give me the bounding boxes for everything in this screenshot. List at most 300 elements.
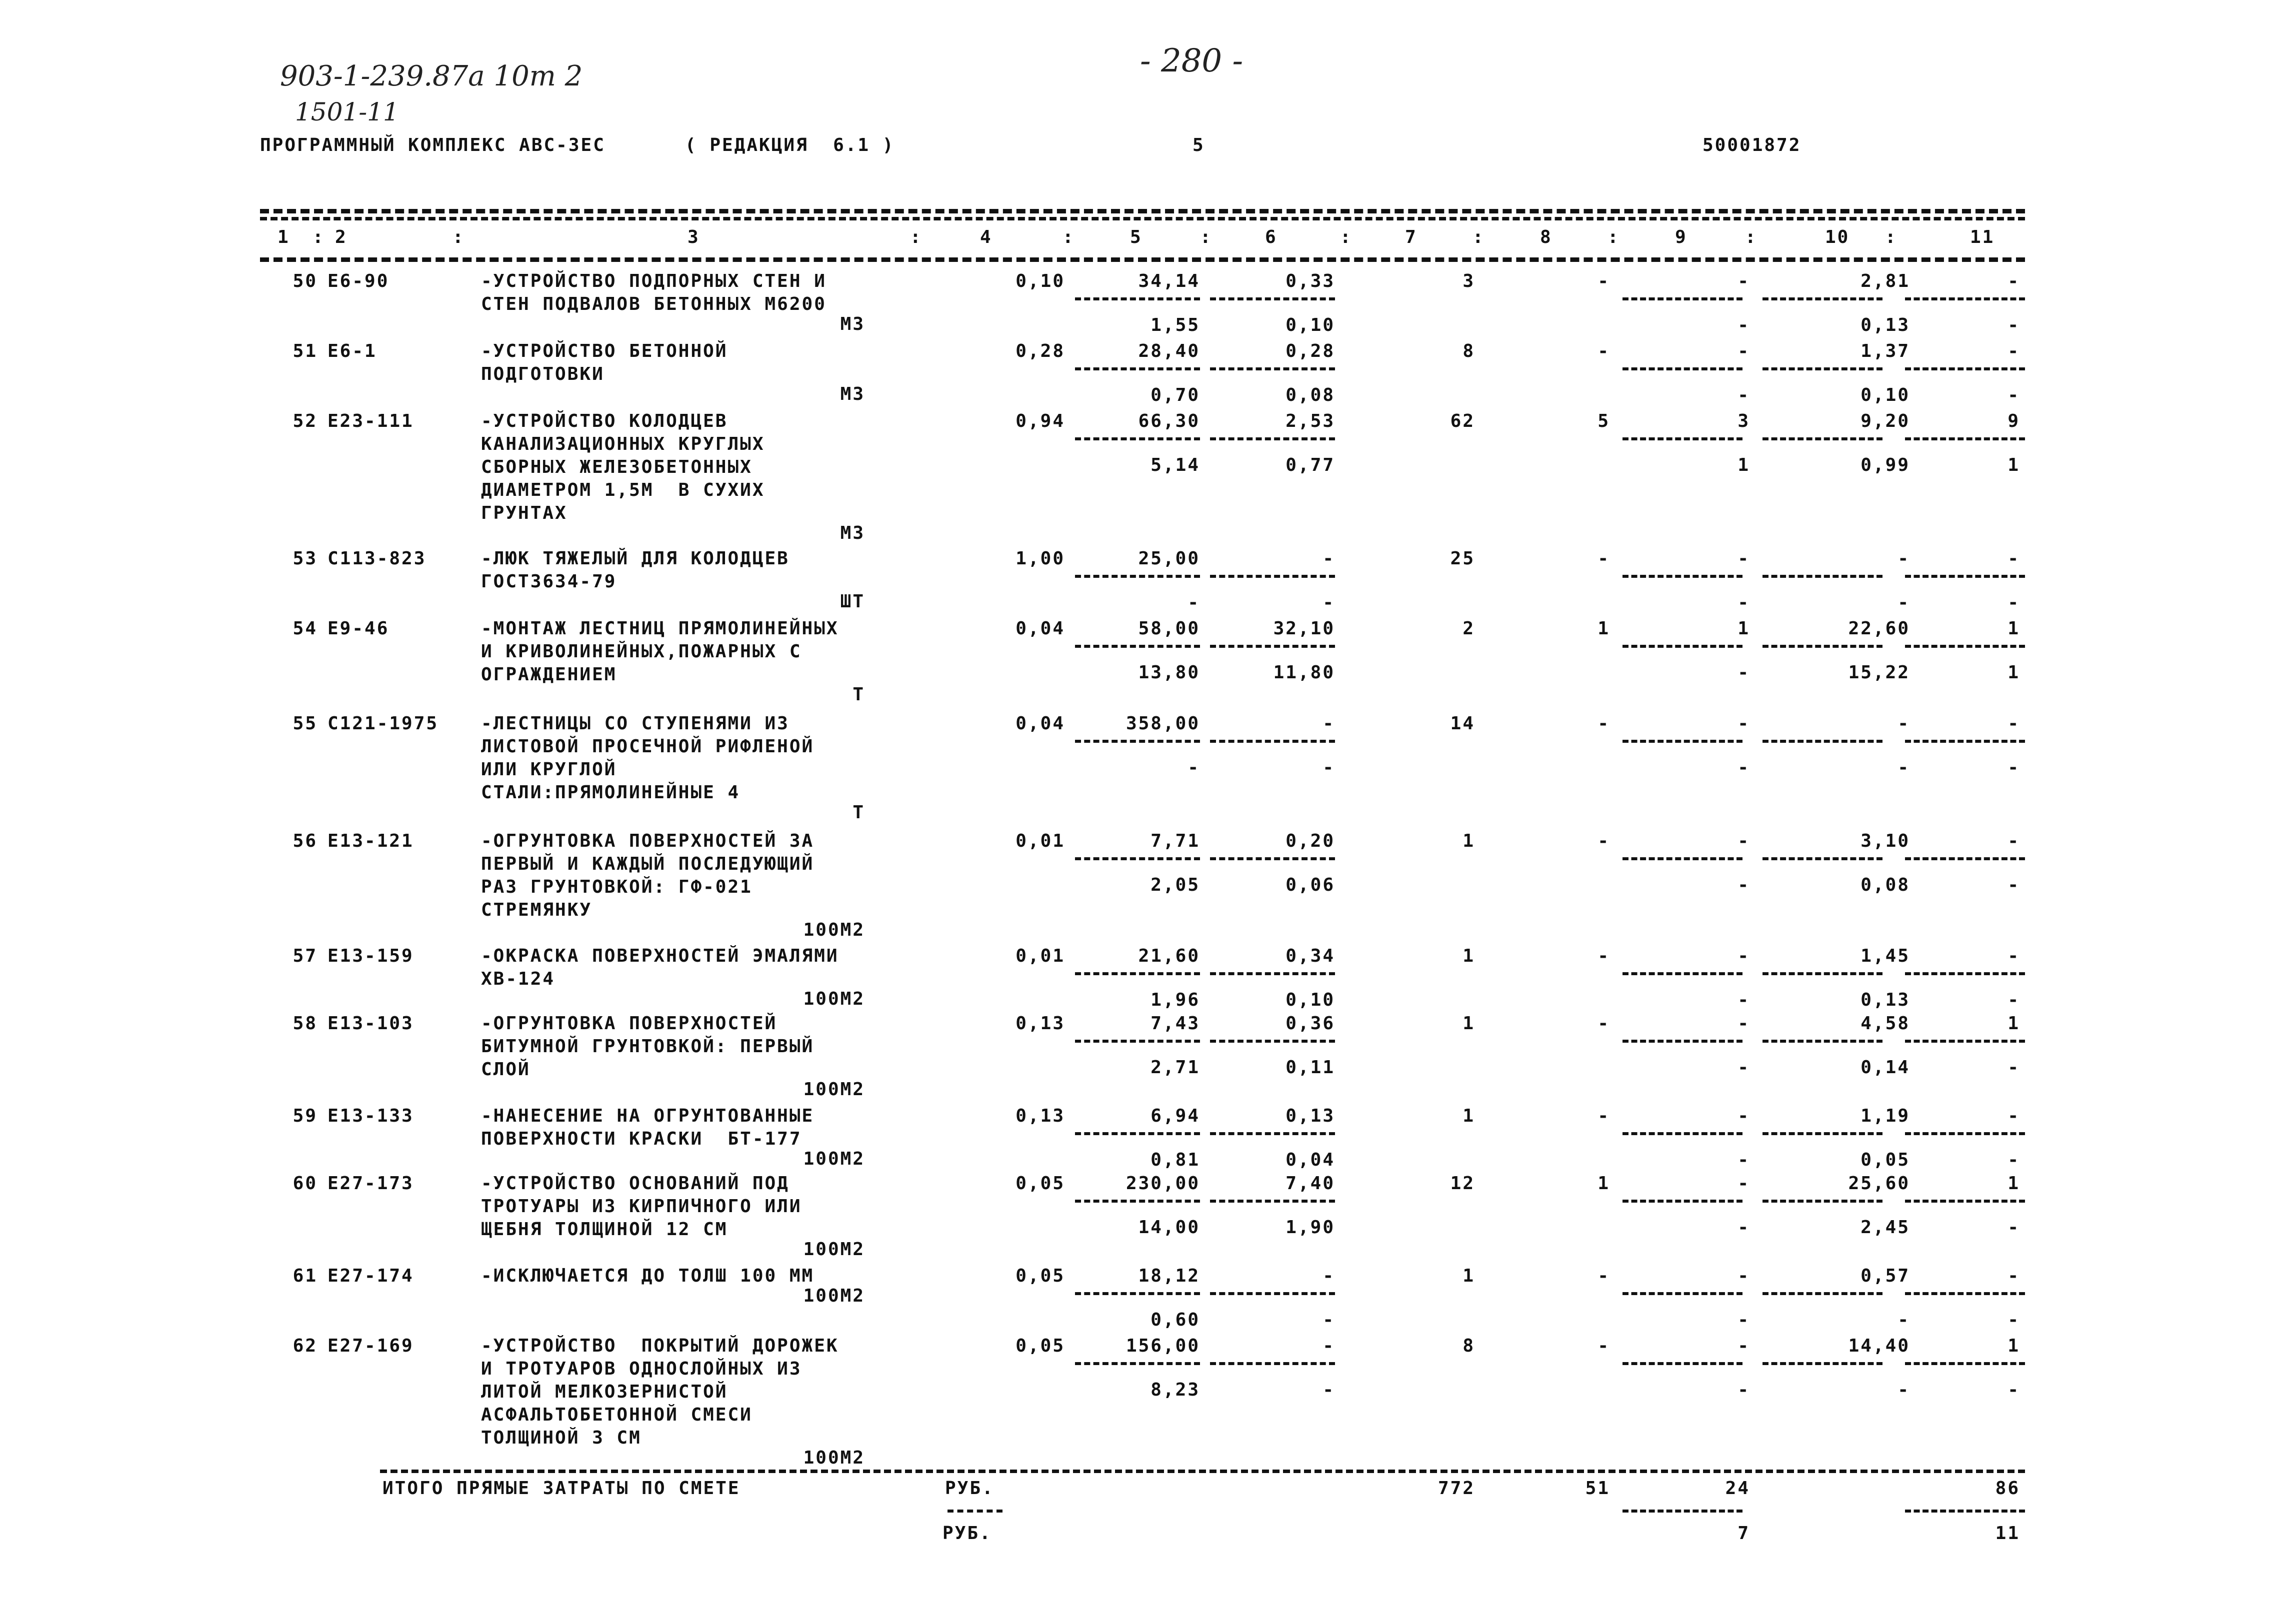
row-c9-divider [1622, 297, 1742, 300]
row-c6-top: 7,40 [1286, 1173, 1335, 1194]
row-c10-bottom: - [1898, 592, 1910, 613]
row-c6-bottom: 0,06 [1286, 875, 1335, 895]
column-separator: : [910, 227, 922, 247]
row-c10-divider [1762, 1040, 1882, 1043]
row-col7: 1 [1462, 831, 1475, 851]
sheet-number: 5 [1192, 135, 1205, 155]
row-c5-top: 25,00 [1138, 548, 1200, 569]
row-description-line: ПОВЕРХНОСТИ КРАСКИ БТ-177 [481, 1129, 802, 1149]
row-c10-divider [1762, 297, 1882, 300]
row-c11-bottom: - [2008, 1217, 2020, 1238]
row-c10-bottom: 0,13 [1860, 315, 1910, 335]
row-c6-bottom: 11,80 [1273, 662, 1335, 683]
row-c10-divider [1762, 1362, 1882, 1365]
row-c5-top: 34,14 [1138, 271, 1200, 291]
column-separator: : [1200, 227, 1212, 247]
row-c11-bottom: - [2008, 1380, 2020, 1400]
row-description-line: БИТУМНОЙ ГРУНТОВКОЙ: ПЕРВЫЙ [481, 1036, 814, 1057]
row-c6-bottom: - [1322, 757, 1335, 778]
row-c10-top: 25,60 [1848, 1173, 1910, 1194]
row-c10-top: 0,57 [1860, 1266, 1910, 1286]
row-description-line: -МОНТАЖ ЛЕСТНИЦ ПРЯМОЛИНЕЙНЫХ [481, 618, 839, 639]
row-c9-bottom: - [1738, 1217, 1750, 1238]
row-description-line: ПОДГОТОВКИ [481, 364, 604, 384]
row-c5-divider [1075, 367, 1200, 370]
column-header-7: 7 [1405, 227, 1418, 247]
column-separator: : [1062, 227, 1075, 247]
row-c10-top: 1,45 [1860, 946, 1910, 966]
row-col4: 0,10 [1016, 271, 1065, 291]
row-description-line: -ОКРАСКА ПОВЕРХНОСТЕЙ ЭМАЛЯМИ [481, 946, 839, 966]
row-description-line: РАЗ ГРУНТОВКОЙ: ГФ-021 [481, 877, 752, 897]
row-c9-divider [1622, 645, 1742, 648]
row-c5-divider [1075, 1132, 1200, 1135]
row-col4: 0,01 [1016, 831, 1065, 851]
row-c5-bottom: 0,60 [1150, 1310, 1200, 1330]
row-col7: 8 [1462, 1336, 1475, 1356]
row-c10-divider [1762, 972, 1882, 975]
row-description-line: ИЛИ КРУГЛОЙ [481, 759, 617, 780]
row-col8: 5 [1598, 411, 1610, 431]
row-unit: 100М2 [803, 1286, 865, 1306]
row-c11-top: - [2008, 1106, 2020, 1126]
row-description-line: ОГРАЖДЕНИЕМ [481, 664, 617, 685]
total-col11-dash [1905, 1510, 2025, 1513]
row-c10-top: 2,81 [1860, 271, 1910, 291]
row-c6-divider [1210, 1292, 1335, 1295]
row-c9-top: - [1738, 1013, 1750, 1034]
row-col7: 3 [1462, 271, 1475, 291]
row-code: С113-823 [328, 548, 426, 569]
row-col4: 0,01 [1016, 946, 1065, 966]
column-separator: : [1340, 227, 1352, 247]
row-col4: 0,13 [1016, 1106, 1065, 1126]
row-c11-bottom: - [2008, 757, 2020, 778]
row-col4: 0,04 [1016, 713, 1065, 734]
row-number: 54 [292, 618, 318, 639]
row-c11-bottom: - [2008, 1150, 2020, 1170]
row-c6-divider [1210, 857, 1335, 860]
row-c6-divider [1210, 645, 1335, 648]
total-unit-1: РУБ. [945, 1478, 994, 1499]
row-number: 62 [292, 1336, 318, 1356]
row-c10-top: - [1898, 548, 1910, 569]
row-c11-bottom: - [2008, 1057, 2020, 1078]
row-c6-bottom: 1,90 [1286, 1217, 1335, 1238]
row-c6-top: 0,34 [1286, 946, 1335, 966]
row-col8: - [1598, 831, 1610, 851]
row-c9-top: - [1738, 831, 1750, 851]
row-c9-divider [1622, 740, 1742, 743]
row-unit: 100М2 [803, 1448, 865, 1468]
row-description-line: ДИАМЕТРОМ 1,5М В СУХИХ [481, 480, 765, 500]
row-col7: 14 [1450, 713, 1475, 734]
row-c9-bottom: - [1738, 1380, 1750, 1400]
row-c6-bottom: 0,08 [1286, 385, 1335, 405]
row-c11-divider [1905, 1362, 2025, 1365]
row-c11-top: - [2008, 271, 2020, 291]
program-title: ПРОГРАММНЫЙ КОМПЛЕКС АВС-ЗЕС [260, 135, 606, 155]
column-header-6: 6 [1265, 227, 1278, 247]
row-c5-top: 21,60 [1138, 946, 1200, 966]
row-number: 58 [292, 1013, 318, 1034]
row-c9-bottom: - [1738, 385, 1750, 405]
row-col4: 0,94 [1016, 411, 1065, 431]
row-description-line: -ОГРУНТОВКА ПОВЕРХНОСТЕЙ [481, 1013, 778, 1034]
row-c11-divider [1905, 367, 2025, 370]
row-c10-divider [1762, 1200, 1882, 1203]
row-col7: 1 [1462, 1106, 1475, 1126]
row-c5-bottom: - [1188, 592, 1200, 613]
row-c6-divider [1210, 1040, 1335, 1043]
row-c5-bottom: 8,23 [1150, 1380, 1200, 1400]
row-c9-divider [1622, 1132, 1742, 1135]
row-description-line: ТРОТУАРЫ ИЗ КИРПИЧНОГО ИЛИ [481, 1196, 802, 1217]
row-col7: 1 [1462, 1013, 1475, 1034]
total-col9-dash [1622, 1510, 1742, 1513]
row-c10-top: 4,58 [1860, 1013, 1910, 1034]
row-c9-top: - [1738, 1106, 1750, 1126]
row-c9-bottom: - [1738, 315, 1750, 335]
row-c5-bottom: 0,81 [1150, 1150, 1200, 1170]
row-c6-divider [1210, 575, 1335, 578]
row-c11-top: 1 [2008, 1173, 2020, 1194]
row-description-line: -УСТРОЙСТВО КОЛОДЦЕВ [481, 411, 728, 431]
row-description-line: -НАНЕСЕНИЕ НА ОГРУНТОВАННЫЕ [481, 1106, 814, 1126]
row-c9-divider [1622, 437, 1742, 440]
row-c10-bottom: 15,22 [1848, 662, 1910, 683]
row-c10-divider [1762, 857, 1882, 860]
row-col8: 1 [1598, 1173, 1610, 1194]
handwritten-subcode: 1501-11 [295, 97, 399, 126]
row-c11-divider [1905, 437, 2025, 440]
row-unit: Т [852, 802, 865, 823]
row-description-line: -УСТРОЙСТВО БЕТОННОЙ [481, 341, 728, 361]
row-c11-top: 1 [2008, 1336, 2020, 1356]
row-c11-divider [1905, 575, 2025, 578]
row-c11-divider [1905, 297, 2025, 300]
row-c5-divider [1075, 1040, 1200, 1043]
row-c6-divider [1210, 1200, 1335, 1203]
row-c11-divider [1905, 1292, 2025, 1295]
row-c9-bottom: - [1738, 1310, 1750, 1330]
row-c6-divider [1210, 740, 1335, 743]
row-c5-bottom: - [1188, 757, 1200, 778]
row-code: Е13-103 [328, 1013, 414, 1034]
row-col7: 62 [1450, 411, 1475, 431]
row-col8: - [1598, 548, 1610, 569]
row-c5-top: 230,00 [1126, 1173, 1200, 1194]
row-c5-divider [1075, 1292, 1200, 1295]
column-header-9: 9 [1675, 227, 1688, 247]
column-header-5: 5 [1130, 227, 1142, 247]
row-c9-top: - [1738, 271, 1750, 291]
row-description-line: -ЛЕСТНИЦЫ СО СТУПЕНЯМИ ИЗ [481, 713, 790, 734]
row-c6-bottom: 0,77 [1286, 455, 1335, 475]
row-c9-top: - [1738, 1173, 1750, 1194]
row-c10-divider [1762, 645, 1882, 648]
row-c5-divider [1075, 740, 1200, 743]
row-c6-bottom: 0,10 [1286, 315, 1335, 335]
row-c5-divider [1075, 857, 1200, 860]
row-code: Е13-159 [328, 946, 414, 966]
row-c6-top: 2,53 [1286, 411, 1335, 431]
row-c9-bottom: - [1738, 662, 1750, 683]
row-col7: 1 [1462, 946, 1475, 966]
row-description-line: СТАЛИ:ПРЯМОЛИНЕЙНЫЕ 4 [481, 782, 740, 803]
row-c10-bottom: 0,08 [1860, 875, 1910, 895]
row-c10-top: 3,10 [1860, 831, 1910, 851]
row-c11-divider [1905, 1132, 2025, 1135]
row-col7: 2 [1462, 618, 1475, 639]
row-c5-divider [1075, 972, 1200, 975]
row-col8: - [1598, 271, 1610, 291]
row-c6-bottom: - [1322, 592, 1335, 613]
row-c6-top: 0,36 [1286, 1013, 1335, 1034]
total-col9-second: 7 [1738, 1523, 1750, 1544]
row-c9-top: - [1738, 713, 1750, 734]
row-description-line: И ТРОТУАРОВ ОДНОСЛОЙНЫХ ИЗ [481, 1359, 802, 1379]
row-c11-bottom: - [2008, 1310, 2020, 1330]
row-c11-top: 9 [2008, 411, 2020, 431]
row-code: Е9-46 [328, 618, 390, 639]
row-description-line: -ИСКЛЮЧАЕТСЯ ДО ТОЛШ 100 ММ [481, 1266, 814, 1286]
row-c9-divider [1622, 1040, 1742, 1043]
row-c9-top: - [1738, 1266, 1750, 1286]
row-c10-divider [1762, 740, 1882, 743]
row-description-line: СБОРНЫХ ЖЕЛЕЗОБЕТОННЫХ [481, 457, 752, 477]
row-c10-top: 14,40 [1848, 1336, 1910, 1356]
row-col4: 0,05 [1016, 1266, 1065, 1286]
document-code: 50001872 [1702, 135, 1802, 155]
row-c6-divider [1210, 972, 1335, 975]
row-c9-divider [1622, 575, 1742, 578]
row-c9-divider [1622, 1292, 1742, 1295]
row-code: Е27-174 [328, 1266, 414, 1286]
row-c5-divider [1075, 437, 1200, 440]
row-c11-divider [1905, 972, 2025, 975]
row-c11-bottom: 1 [2008, 455, 2020, 475]
row-c10-top: - [1898, 713, 1910, 734]
row-c6-divider [1210, 367, 1335, 370]
row-c6-bottom: - [1322, 1310, 1335, 1330]
row-c11-top: 1 [2008, 1013, 2020, 1034]
column-header-11: 11 [1970, 227, 1995, 247]
row-c11-top: - [2008, 713, 2020, 734]
row-c6-top: 0,33 [1286, 271, 1335, 291]
row-number: 61 [292, 1266, 318, 1286]
row-c11-top: 1 [2008, 618, 2020, 639]
row-c9-bottom: - [1738, 592, 1750, 613]
row-c5-bottom: 13,80 [1138, 662, 1200, 683]
row-c10-top: 22,60 [1848, 618, 1910, 639]
total-col8: 51 [1585, 1478, 1610, 1499]
row-description-line: И КРИВОЛИНЕЙНЫХ,ПОЖАРНЫХ С [481, 641, 802, 662]
row-c10-bottom: 0,10 [1860, 385, 1910, 405]
row-c6-divider [1210, 1362, 1335, 1365]
column-separator: : [1472, 227, 1485, 247]
row-c11-bottom: 1 [2008, 662, 2020, 683]
row-c11-top: - [2008, 831, 2020, 851]
row-c10-divider [1762, 437, 1882, 440]
row-description-line: ГРУНТАХ [481, 503, 568, 523]
row-c6-bottom: 0,10 [1286, 990, 1335, 1010]
row-c11-bottom: - [2008, 385, 2020, 405]
total-label: ИТОГО ПРЯМЫЕ ЗАТРАТЫ ПО СМЕТЕ [382, 1478, 740, 1499]
row-c6-top: 0,13 [1286, 1106, 1335, 1126]
row-col8: - [1598, 1336, 1610, 1356]
row-c10-bottom: - [1898, 1380, 1910, 1400]
row-col8: - [1598, 1106, 1610, 1126]
row-description-line: АСФАЛЬТОБЕТОННОЙ СМЕСИ [481, 1405, 752, 1425]
row-c10-bottom: - [1898, 1310, 1910, 1330]
row-description-line: ЩЕБНЯ ТОЛЩИНОЙ 12 СМ [481, 1219, 728, 1240]
row-code: С121-1975 [328, 713, 439, 734]
row-c9-top: - [1738, 341, 1750, 361]
column-header-8: 8 [1540, 227, 1552, 247]
row-c11-divider [1905, 857, 2025, 860]
row-c6-bottom: 0,04 [1286, 1150, 1335, 1170]
row-c10-divider [1762, 1132, 1882, 1135]
row-description-line: ЛИТОЙ МЕЛКОЗЕРНИСТОЙ [481, 1382, 728, 1402]
row-c9-top: 3 [1738, 411, 1750, 431]
total-unit-dash [948, 1510, 1002, 1513]
row-c6-top: 32,10 [1273, 618, 1335, 639]
row-unit: 100М2 [803, 1149, 865, 1169]
row-col4: 0,13 [1016, 1013, 1065, 1034]
row-c9-bottom: - [1738, 1057, 1750, 1078]
row-c5-bottom: 5,14 [1150, 455, 1200, 475]
row-c10-bottom: - [1898, 757, 1910, 778]
column-header-1: 1 [278, 227, 290, 247]
row-c6-divider [1210, 437, 1335, 440]
row-c9-bottom: 1 [1738, 455, 1750, 475]
row-col4: 0,04 [1016, 618, 1065, 639]
row-unit: ШТ [840, 591, 865, 612]
row-c11-bottom: - [2008, 315, 2020, 335]
row-c9-bottom: - [1738, 875, 1750, 895]
total-col7: 772 [1438, 1478, 1475, 1499]
row-c6-bottom: 0,11 [1286, 1057, 1335, 1078]
row-c5-bottom: 2,05 [1150, 875, 1200, 895]
row-c6-bottom: - [1322, 1380, 1335, 1400]
row-c5-top: 6,94 [1150, 1106, 1200, 1126]
row-c11-top: - [2008, 341, 2020, 361]
row-number: 60 [292, 1173, 318, 1194]
row-c11-bottom: - [2008, 990, 2020, 1010]
row-c10-bottom: 0,13 [1860, 990, 1910, 1010]
row-c5-top: 58,00 [1138, 618, 1200, 639]
row-code: Е27-173 [328, 1173, 414, 1194]
row-number: 50 [292, 271, 318, 291]
row-c6-top: - [1322, 548, 1335, 569]
row-col7: 12 [1450, 1173, 1475, 1194]
row-c9-divider [1622, 1200, 1742, 1203]
row-c10-bottom: 2,45 [1860, 1217, 1910, 1238]
row-c9-bottom: - [1738, 1150, 1750, 1170]
row-description-line: КАНАЛИЗАЦИОННЫХ КРУГЛЫХ [481, 434, 765, 454]
row-c10-top: 1,19 [1860, 1106, 1910, 1126]
column-separator: : [1745, 227, 1758, 247]
row-code: Е6-1 [328, 341, 377, 361]
row-c5-divider [1075, 1362, 1200, 1365]
row-col7: 1 [1462, 1266, 1475, 1286]
row-c5-top: 7,71 [1150, 831, 1200, 851]
column-header-10: 10 [1825, 227, 1850, 247]
row-number: 53 [292, 548, 318, 569]
row-c5-divider [1075, 297, 1200, 300]
row-c9-bottom: - [1738, 990, 1750, 1010]
total-col11-second: 11 [1995, 1523, 2020, 1544]
total-rule [380, 1470, 2025, 1473]
row-description-line: -УСТРОЙСТВО ОСНОВАНИЙ ПОД [481, 1173, 790, 1194]
row-number: 52 [292, 411, 318, 431]
row-c11-top: - [2008, 1266, 2020, 1286]
row-c9-divider [1622, 857, 1742, 860]
row-c5-divider [1075, 575, 1200, 578]
edition-label: ( РЕДАКЦИЯ 6.1 ) [685, 135, 895, 155]
row-c5-bottom: 2,71 [1150, 1057, 1200, 1078]
column-header-2: 2 [335, 227, 348, 247]
row-c5-bottom: 1,55 [1150, 315, 1200, 335]
row-c9-top: - [1738, 946, 1750, 966]
column-separator: : [1885, 227, 1898, 247]
row-number: 56 [292, 831, 318, 851]
row-c9-bottom: - [1738, 757, 1750, 778]
row-description-line: ГОСТ3634-79 [481, 571, 617, 592]
row-col8: - [1598, 341, 1610, 361]
row-c9-top: - [1738, 1336, 1750, 1356]
row-c9-divider [1622, 367, 1742, 370]
row-c6-top: 0,28 [1286, 341, 1335, 361]
row-col8: - [1598, 713, 1610, 734]
row-c5-divider [1075, 1200, 1200, 1203]
row-c10-bottom: 0,14 [1860, 1057, 1910, 1078]
row-c11-divider [1905, 645, 2025, 648]
row-c6-top: - [1322, 1336, 1335, 1356]
row-c9-divider [1622, 1362, 1742, 1365]
row-col7: 25 [1450, 548, 1475, 569]
row-c9-top: - [1738, 548, 1750, 569]
row-c10-divider [1762, 367, 1882, 370]
row-c10-bottom: 0,05 [1860, 1150, 1910, 1170]
row-number: 51 [292, 341, 318, 361]
total-col11: 86 [1995, 1478, 2020, 1499]
row-c11-top: - [2008, 548, 2020, 569]
row-code: Е6-90 [328, 271, 390, 291]
total-col9: 24 [1725, 1478, 1750, 1499]
handwritten-code: 903-1-239.87а 10т 2 [280, 60, 583, 92]
row-c5-top: 66,30 [1138, 411, 1200, 431]
row-col4: 1,00 [1016, 548, 1065, 569]
row-c6-divider [1210, 1132, 1335, 1135]
row-c6-top: - [1322, 1266, 1335, 1286]
row-col4: 0,05 [1016, 1173, 1065, 1194]
row-c11-divider [1905, 1040, 2025, 1043]
row-c10-divider [1762, 1292, 1882, 1295]
row-col7: 8 [1462, 341, 1475, 361]
row-c10-top: 9,20 [1860, 411, 1910, 431]
row-c5-top: 18,12 [1138, 1266, 1200, 1286]
row-c6-divider [1210, 297, 1335, 300]
row-unit: М3 [840, 384, 865, 404]
column-separator: : [452, 227, 465, 247]
row-c11-divider [1905, 740, 2025, 743]
column-header-3: 3 [688, 227, 700, 247]
row-description-line: ТОЛЩИНОЙ 3 СМ [481, 1428, 642, 1448]
row-description-line: -УСТРОЙСТВО ПОКРЫТИЙ ДОРОЖЕК [481, 1336, 839, 1356]
row-unit: Т [852, 684, 865, 705]
